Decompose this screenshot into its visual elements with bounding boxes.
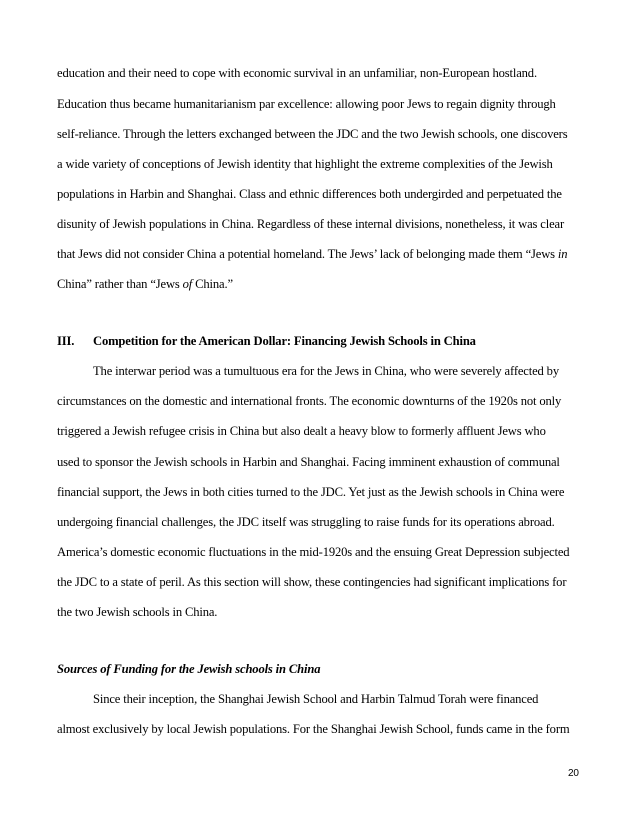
- body-line: used to sponsor the Jewish schools in Harbin and Shanghai. Facing imminent exhaustion of communal: [57, 455, 560, 469]
- body-line: disunity of Jewish populations in China. Regardless of these internal divisions, nonetheless, it was clear: [57, 217, 565, 231]
- page-number: 20: [568, 768, 579, 779]
- body-line: a wide variety of conceptions of Jewish identity that highlight the extreme complexities of the Jewish: [57, 157, 553, 171]
- italic-text: of: [182, 277, 193, 291]
- body-line: undergoing financial challenges, the JDC itself was struggling to raise funds for its operations abroad.: [57, 515, 555, 529]
- body-line: [57, 247, 587, 261]
- body-line: almost exclusively by local Jewish populations. For the Shanghai Jewish School, funds came in the form: [57, 722, 570, 736]
- body-line: triggered a Jewish refugee crisis in China but also dealt a heavy blow to formerly affluent Jews who: [57, 424, 546, 438]
- body-text: that Jews did not consider China a potential homeland. The Jews’ lack of belonging made them “Jews: [57, 247, 558, 261]
- body-text: China.”: [192, 277, 233, 291]
- body-line: populations in Harbin and Shanghai. Class and ethnic differences both undergirded and perpetuated the: [57, 187, 562, 201]
- body-line: self-reliance. Through the letters exchanged between the JDC and the two Jewish schools, one discovers: [57, 127, 568, 141]
- body-line: education and their need to cope with economic survival in an unfamiliar, non-European hostland.: [57, 66, 537, 80]
- body-line: Education thus became humanitarianism par excellence: allowing poor Jews to regain dignity through: [57, 97, 556, 111]
- body-line: the JDC to a state of peril. As this section will show, these contingencies had significant implications for: [57, 575, 567, 589]
- body-line: The interwar period was a tumultuous era for the Jews in China, who were severely affected by: [93, 364, 559, 378]
- body-line: Since their inception, the Shanghai Jewish School and Harbin Talmud Torah were financed: [93, 692, 539, 706]
- subheading: Sources of Funding for the Jewish schools in China: [57, 662, 321, 676]
- body-line: the two Jewish schools in China.: [57, 605, 218, 619]
- section-number: III.: [57, 334, 75, 348]
- body-line: [57, 277, 587, 291]
- section-title: Competition for the American Dollar: Financing Jewish Schools in China: [93, 334, 476, 348]
- body-text: China” rather than “Jews: [57, 277, 183, 291]
- body-line: America’s domestic economic fluctuations in the mid-1920s and the ensuing Great Depression subjected: [57, 545, 570, 559]
- italic-text: in: [557, 247, 568, 261]
- body-line: financial support, the Jews in both cities turned to the JDC. Yet just as the Jewish schools in China were: [57, 485, 565, 499]
- body-line: circumstances on the domestic and international fronts. The economic downturns of the 1920s not only: [57, 394, 562, 408]
